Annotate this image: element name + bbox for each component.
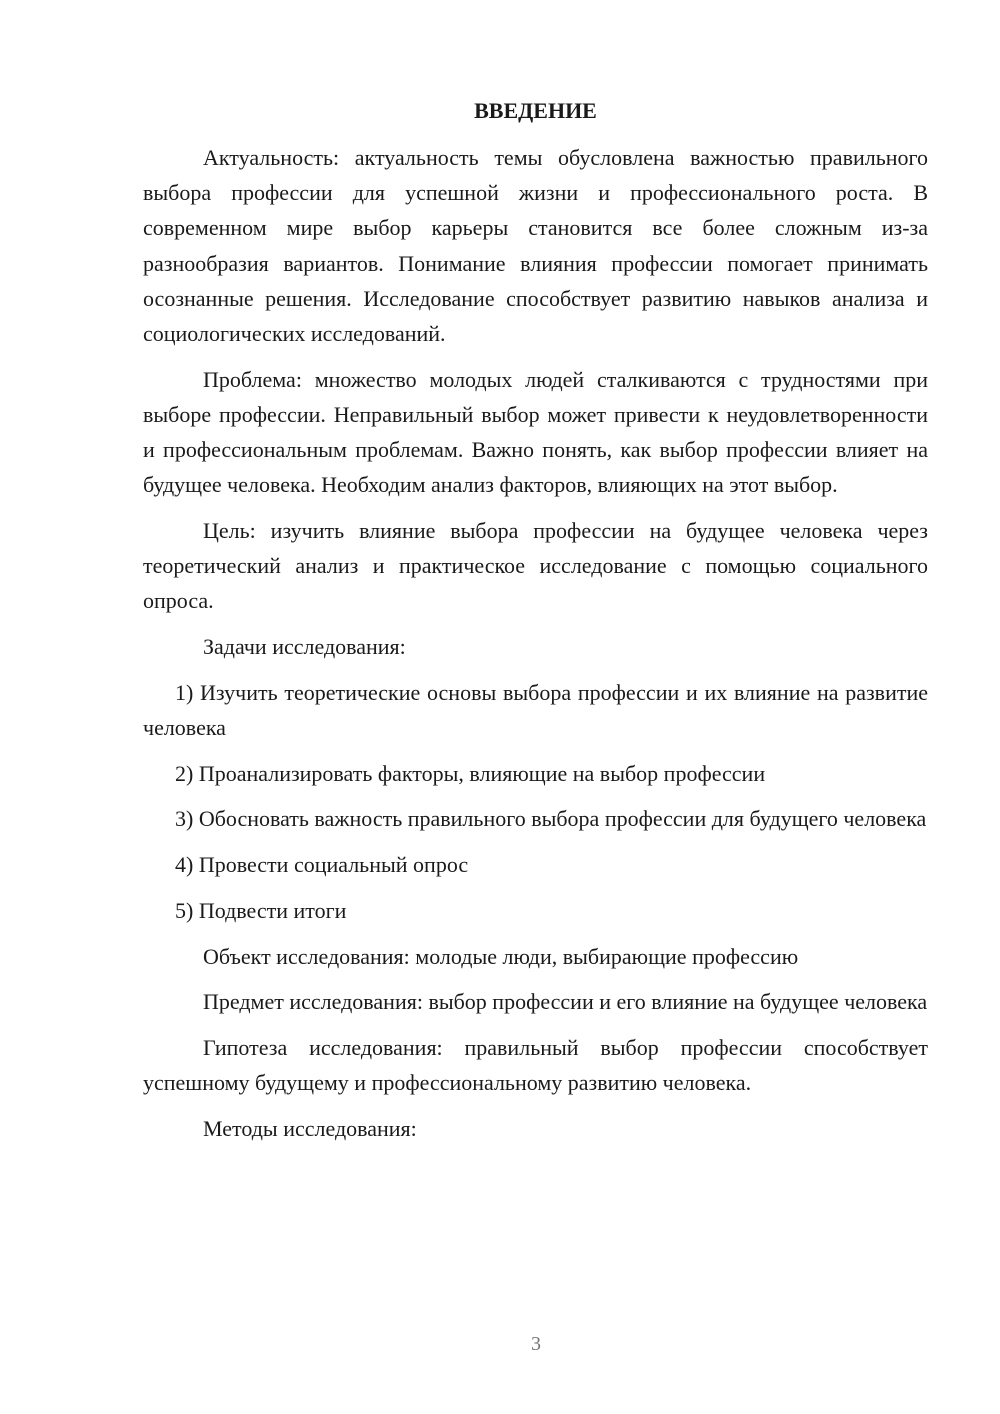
- page-number: 3: [531, 1333, 541, 1355]
- subject-paragraph: Предмет исследования: выбор профессии и его влияние на будущее человека: [203, 989, 928, 1015]
- task-item: 3) Обосновать важность правильного выбора профессии для будущего человека: [175, 806, 927, 832]
- section-title: ВВЕДЕНИЕ: [474, 98, 597, 123]
- methods-heading: Методы исследования:: [203, 1115, 417, 1141]
- problem-paragraph: Проблема: множество молодых людей сталкиваются с трудностями при выборе профессии. Неправильный выбор может привести к неудовлетворенности и профессиональным проблемам. Важно понять, как выбор профессии влияет на будущее человека. Необходим анализ факторов, влияющих на этот выбор.: [143, 366, 928, 498]
- object-paragraph: Объект исследования: молодые люди, выбирающие профессию: [203, 943, 799, 969]
- goal-paragraph: Цель: изучить влияние выбора профессии на будущее человека через теоретический анализ и практическое исследование с помощью социального опроса.: [143, 518, 928, 614]
- hypothesis-paragraph: Гипотеза исследования: правильный выбор профессии способствует успешному будущему и профессиональному развитию человека.: [143, 1034, 928, 1096]
- task-item: 4) Провести социальный опрос: [175, 852, 469, 878]
- tasks-heading: Задачи исследования:: [203, 634, 406, 660]
- relevance-paragraph: Актуальность: актуальность темы обусловлена важностью правильного выбора профессии для успешной жизни и профессионального роста. В современном мире выбор карьеры становится все более сложным из-за разнообразия вариантов. Понимание влияния профессии помогает принимать осознанные решения. Исследование способствует развитию навыков анализа и социологических исследований.: [143, 145, 928, 347]
- task-item: 5) Подвести итоги: [175, 897, 347, 923]
- document-page: [143, 93, 928, 1157]
- task-item: 1) Изучить теоретические основы выбора профессии и их влияние на развитие человека: [143, 679, 928, 741]
- task-item: 2) Проанализировать факторы, влияющие на выбор профессии: [175, 760, 766, 786]
